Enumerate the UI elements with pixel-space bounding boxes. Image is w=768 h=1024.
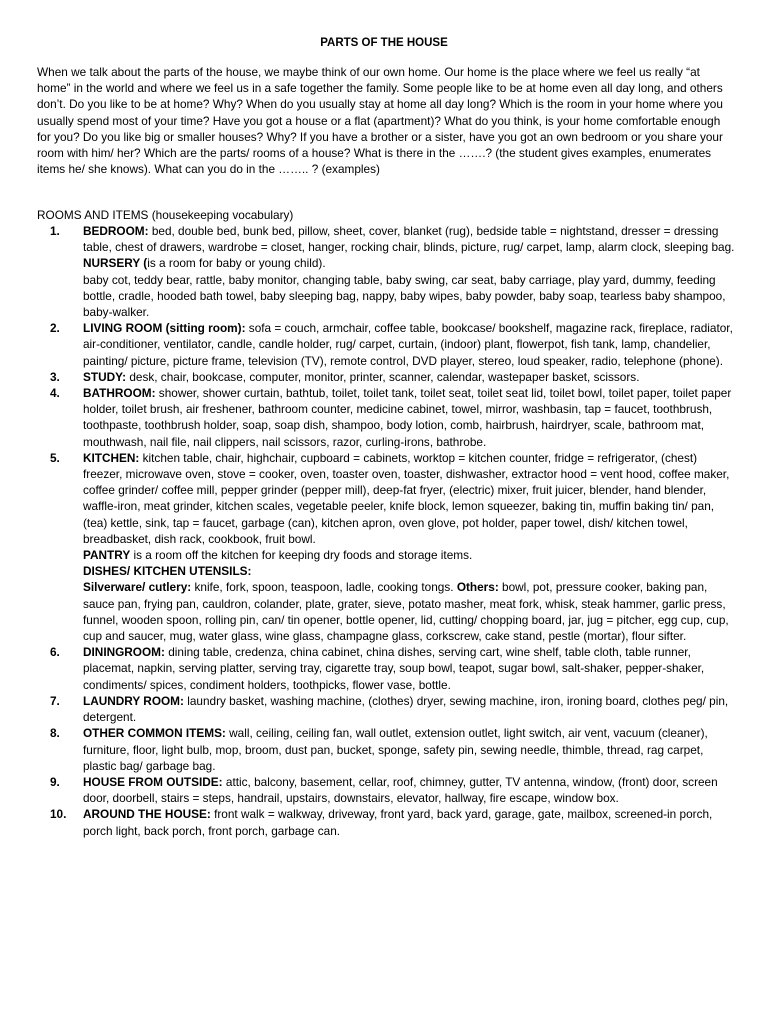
list-item-bedroom	[37, 223, 735, 320]
item-text: laundry basket, washing machine, (clothes) dryer, sewing machine, iron, ironing board, clothes peg/ pin, detergent.	[83, 693, 729, 725]
rooms-heading: ROOMS AND ITEMS (housekeeping vocabulary)	[37, 208, 294, 222]
list-item-study	[37, 369, 735, 385]
item-label: OTHER COMMON ITEMS:	[83, 726, 226, 741]
item-number: 4.	[50, 386, 60, 401]
list-item-around-the-house	[37, 806, 735, 838]
page-title: PARTS OF THE HOUSE	[320, 37, 448, 49]
item-label: LAUNDRY ROOM:	[83, 693, 184, 708]
list-item-bathroom	[37, 385, 735, 450]
item-label: BATHROOM:	[83, 386, 156, 401]
item-label: HOUSE FROM OUTSIDE:	[83, 774, 223, 789]
others-text: bowl, pot, pressure cooker, baking pan, sauce pan, frying pan, cauldron, colander, plate, grater, sieve, potato masher, meat fork, whisk, steak hammer, garlic press, funnel, wooden spoon, rolling pin, can/ tin opener, bottle opener, lid, cutting/ chopping board, jar, jug = pitcher, egg cup, cup, cup and saucer, mug, water glass, wine glass, champagne glass, corkscrew, cake stand, pestle (mortar), flour sifter.	[83, 580, 729, 644]
item-number: 2.	[50, 321, 60, 336]
silverware-text: knife, fork, spoon, teaspoon, ladle, cooking tongs.	[191, 580, 457, 595]
list-item-living-room	[37, 320, 735, 369]
item-text: attic, balcony, basement, cellar, roof, chimney, gutter, TV antenna, window, (front) door, screen door, doorbell, stairs = steps, handrail, upstairs, downstairs, elevator, hallway, fire escape, window box.	[83, 774, 718, 806]
pantry-block	[83, 547, 735, 563]
item-number: 9.	[50, 774, 60, 789]
item-label: BEDROOM:	[83, 224, 149, 238]
item-number: 10.	[50, 807, 67, 822]
item-label: KITCHEN:	[83, 450, 140, 465]
dishes-heading: DISHES/ KITCHEN UTENSILS:	[83, 564, 252, 579]
item-number: 3.	[50, 369, 60, 384]
list-item-other-common-items	[37, 725, 735, 774]
rooms-list	[37, 223, 735, 839]
nursery-block	[83, 255, 735, 271]
intro-paragraph: When we talk about the parts of the house, we maybe think of our own home. Our home is the place where we feel us really “at home” in the world and where we feel us in a safe together the family. Some people like to be at home even all day long, and others don’t. Do you like to be at home? Why? When do you usually stay at home all day long? Which is the room in your home where you usually spend most of your time? Have you got a house or a flat (apartment)? What do you think, is your home comfortable enough for you? Do you like big or smaller houses? Why? If you have a brother or a sister, have you got an own bedroom or you share your room with him/ her? Which are the parts/ rooms of a house? What is there in the …….? (the student gives examples, enumerates items he/ she knows). What can you do in the …….. ? (examples)	[37, 65, 723, 177]
item-number: 7.	[50, 693, 60, 708]
others-label: Others:	[456, 580, 499, 595]
item-label: AROUND THE HOUSE:	[83, 807, 211, 822]
item-text: desk, chair, bookcase, computer, monitor, printer, scanner, calendar, wastepaper basket, scissors.	[126, 369, 640, 384]
nursery-label: NURSERY (	[83, 256, 148, 271]
item-label: DININGROOM:	[83, 645, 165, 660]
item-text: bed, double bed, bunk bed, pillow, sheet, cover, blanket (rug), bedside table = nightstand, dresser = dressing table, chest of drawers, wardrobe = closet, hanger, rocking chair, blinds, picture, rug/ carpet, lamp, alarm clock, sleeping bag.	[83, 224, 735, 255]
pantry-label: PANTRY	[83, 548, 131, 563]
list-item-laundry-room	[37, 693, 735, 725]
nursery-items: baby cot, teddy bear, rattle, baby monitor, changing table, baby swing, car seat, baby carriage, play yard, dummy, feeding bottle, cradle, hooded bath towel, baby sleeping bag, nappy, baby wipes, baby powder, baby soap, tearless baby shampoo, baby-walker.	[83, 272, 726, 320]
item-text: dining table, credenza, china cabinet, china dishes, serving cart, wine shelf, table cloth, table runner, placemat, napkin, serving platter, serving tray, cigarette tray, soup bowl, teapot, sugar bowl, salt-shaker, pepper-shaker, condiments/ spices, condiment holders, toothpicks, flower vase, bottle.	[83, 645, 705, 692]
item-number: 8.	[50, 726, 60, 741]
item-text: sofa = couch, armchair, coffee table, bookcase/ bookshelf, magazine rack, fireplace, radiator, air-conditioner, ventilator, candle, candle holder, rug/ carpet, curtain, (indoor) plant, flowerpot, fish tank, lamp, chandelier, painting/ picture, picture frame, television (TV), remote control, DVD player, stereo, loud speaker, radio, telephone (phone).	[83, 321, 733, 368]
list-item-kitchen	[37, 450, 735, 644]
pantry-text: is a room off the kitchen for keeping dry foods and storage items.	[130, 548, 473, 563]
item-number: 1.	[50, 224, 60, 238]
item-number: 6.	[50, 645, 60, 660]
item-label: LIVING ROOM (sitting room):	[83, 321, 246, 336]
item-text: kitchen table, chair, highchair, cupboard = cabinets, worktop = kitchen counter, fridge = refrigerator, (chest) freezer, microwave oven, stove = cooker, oven, toaster oven, toaster, dishwasher, extractor hood = vent hood, coffee maker, coffee grinder/ coffee mill, pepper grinder (pepper mill), deep-fat fryer, (electric) mixer, fruit juicer, blender, hand blender, waffle-iron, meat grinder, kitchen scales, vegetable peeler, knife block, lemon squeezer, baking tin, muffin baking tin/ pan,(tea) kettle, sink, tap = faucet, garbage (can), kitchen apron, oven glove, pot holder, paper towel, dish/ kitchen towel, breadbasket, dish rack, cookbook, fruit bowl.	[83, 450, 730, 546]
silverware-block	[83, 579, 735, 644]
item-text: shower, shower curtain, bathtub, toilet, toilet tank, toilet seat, toilet seat lid, toilet bowl, toilet paper, toilet paper holder, toilet brush, air freshener, bathroom counter, medicine cabinet, towel, mirror, washbasin, tap = faucet, toothbrush, toothpaste, toothbrush holder, soap, soap dish, shampoo, body lotion, comb, hairbrush, hairdryer, scale, bathroom mat, mouthwash, nail file, nail clippers, nail scissors, razor, curling-irons, bathrobe.	[83, 386, 732, 449]
item-text: wall, ceiling, ceiling fan, wall outlet, extension outlet, light switch, air vent, vacuum (cleaner), furniture, floor, light bulb, mop, broom, dust pan, bucket, sponge, safety pin, sewing needle, thimble, thread, rag carpet, plastic bag/ garbage bag.	[83, 726, 708, 773]
item-label: STUDY:	[83, 369, 127, 384]
item-number: 5.	[50, 450, 60, 465]
list-item-house-from-outside	[37, 774, 735, 806]
list-item-diningroom	[37, 644, 735, 693]
silverware-label: Silverware/ cutlery:	[83, 580, 192, 595]
nursery-text: is a room for baby or young child).	[147, 256, 326, 271]
item-text: front walk = walkway, driveway, front yard, back yard, garage, gate, mailbox, screened-in porch, porch light, back porch, front porch, garbage can.	[83, 807, 713, 838]
